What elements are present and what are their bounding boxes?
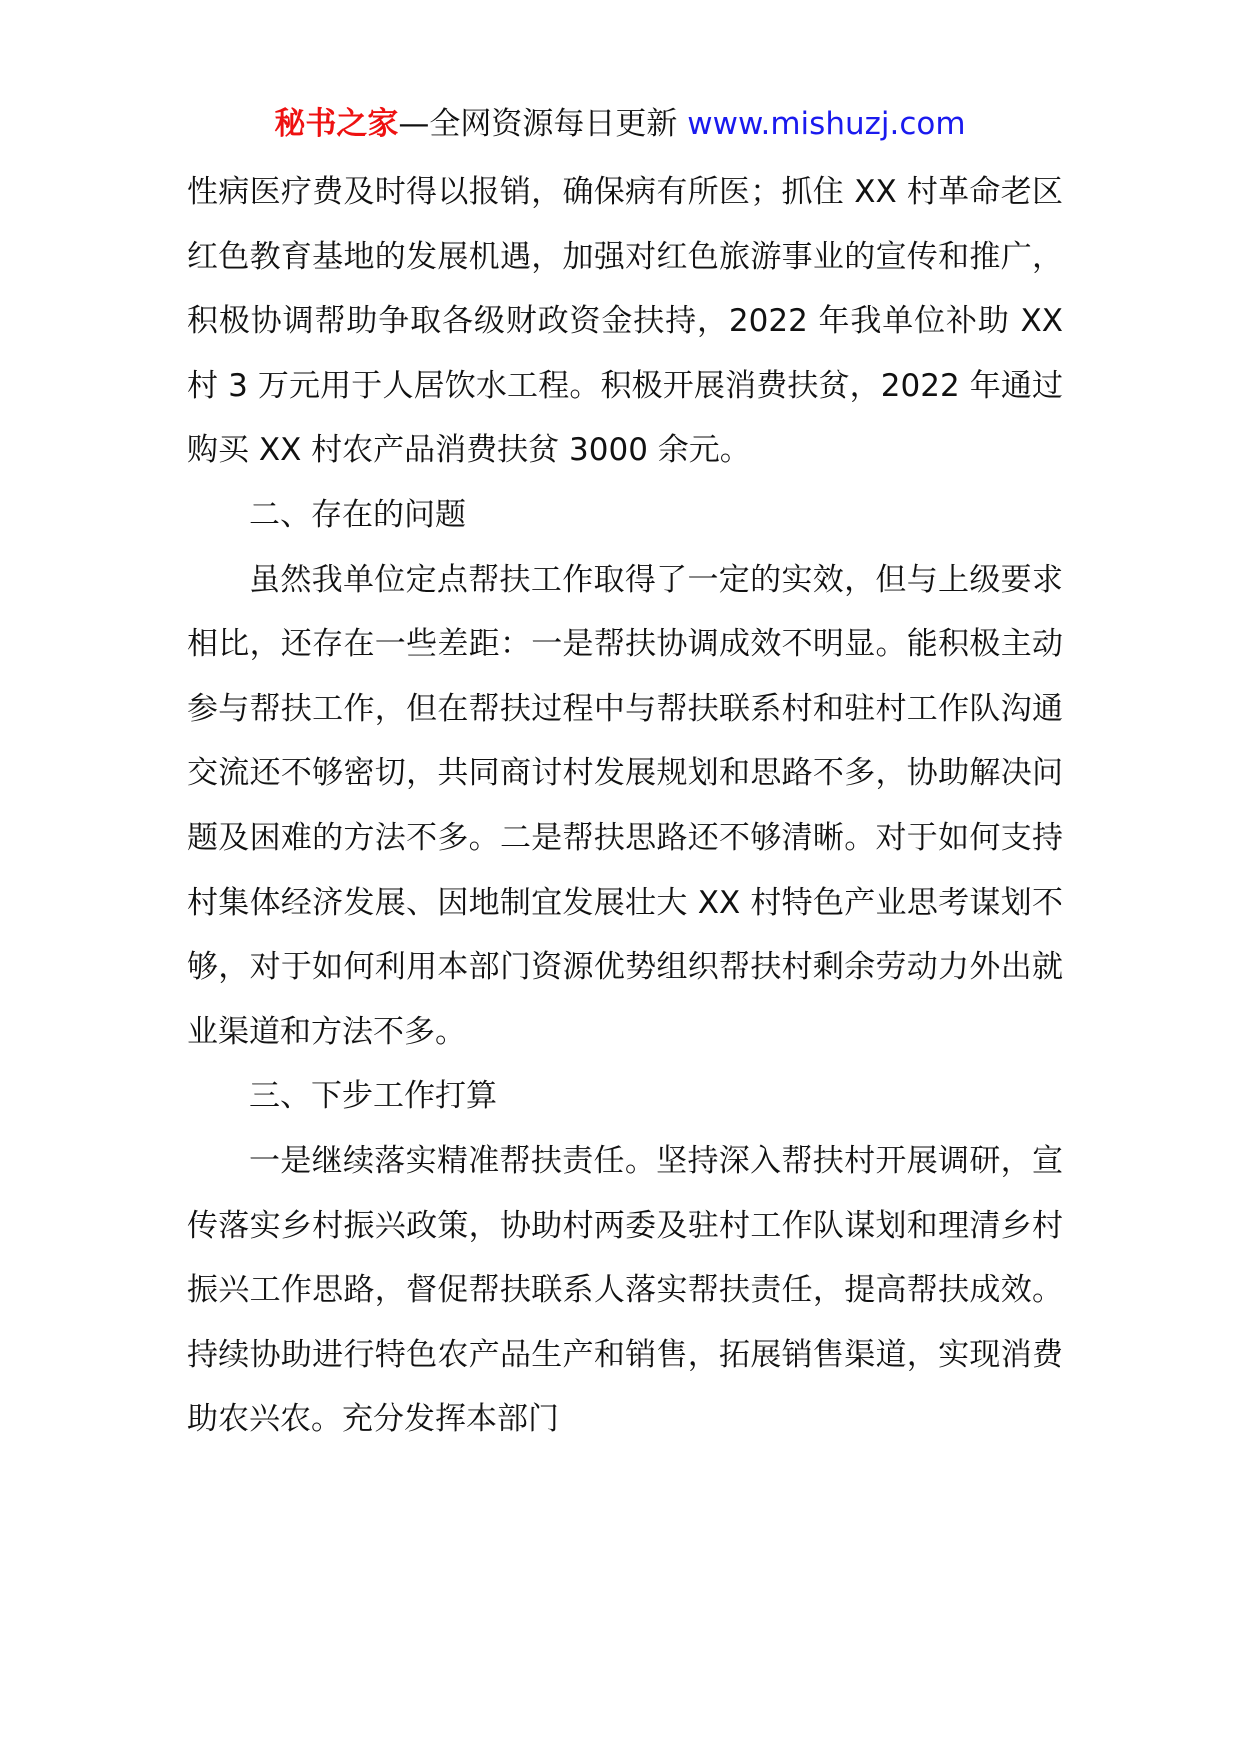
- section-heading-next-steps: 三、下步工作打算: [249, 1078, 497, 1115]
- header-tagline: —全网资源每日更新: [398, 106, 678, 142]
- paragraph-problems: 虽然我单位定点帮扶工作取得了一定的实效，但与上级要求相比，还存在一些差距：一是帮扶协调成效不明显。能积极主动参与帮扶工作，但在帮扶过程中与帮扶联系村和驻村工作队沟通交流还不够密切，共同商讨村发展规划和思路不多，协助解决问题及困难的方法不多。二是帮扶思路还不够清晰。对于如何支持村集体经济发展、因地制宜发展壮大 XX 村特色产业思考谋划不够，对于如何利用本部门资源优势组织帮扶村剩余劳动力外出就业渠道和方法不多。: [187, 561, 1063, 1050]
- paragraph-next-steps: 一是继续落实精准帮扶责任。坚持深入帮扶村开展调研，宣传落实乡村振兴政策，协助村两委及驻村工作队谋划和理清乡村振兴工作思路，督促帮扶联系人落实帮扶责任，提高帮扶成效。持续协助进行特色农产品生产和销售，拓展销售渠道，实现消费助农兴农。充分发挥本部门: [187, 1142, 1063, 1438]
- brand-name: 秘书之家: [274, 106, 399, 142]
- document-body: [187, 160, 1063, 1452]
- paragraph-continuation: 性病医疗费及时得以报销，确保病有所医；抓住 XX 村革命老区红色教育基地的发展机遇，加强对红色旅游事业的宣传和推广，积极协调帮助争取各级财政资金扶持，2022 年我单位补助 XX 村 3 万元用于人居饮水工程。积极开展消费扶贫，2022 年通过购买 XX 村农产品消费扶贫 3000 余元。: [187, 174, 1063, 469]
- section-heading-problems: 二、存在的问题: [249, 496, 466, 533]
- site-url-link[interactable]: www.mishuzj.com: [687, 106, 966, 142]
- site-header: [0, 104, 1240, 144]
